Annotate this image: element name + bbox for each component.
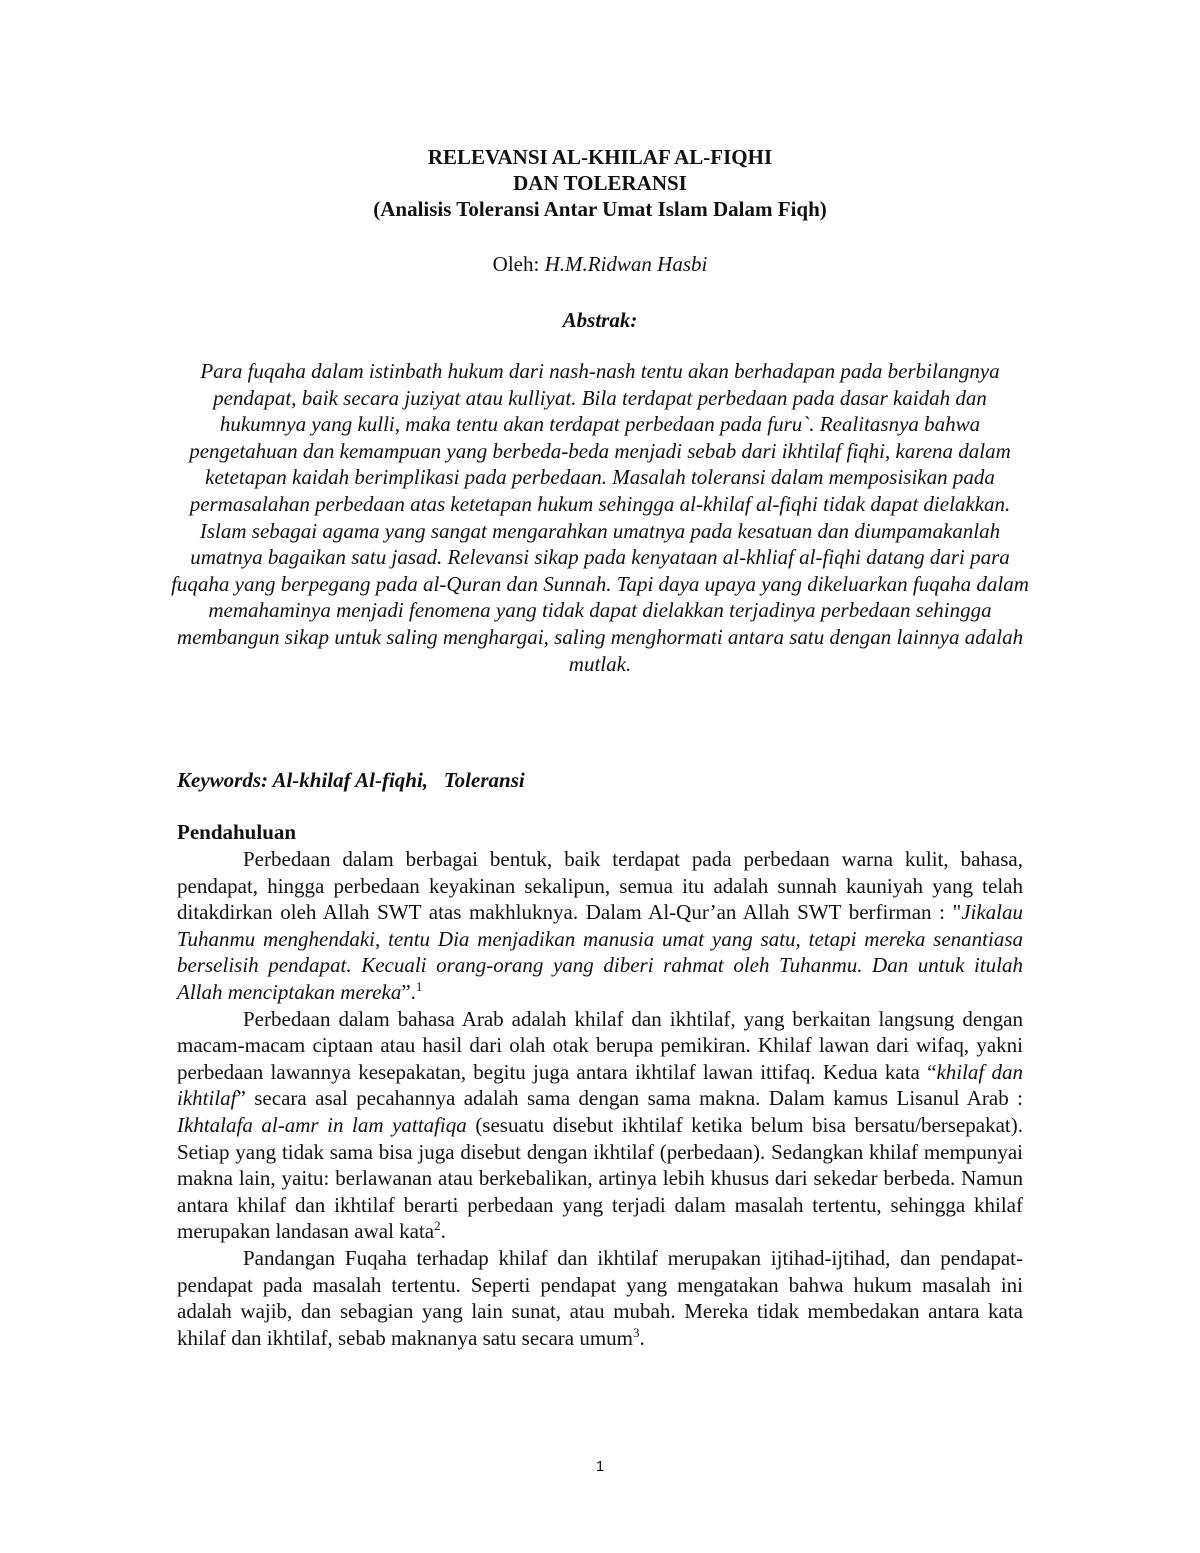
title-line-3: (Analisis Toleransi Antar Umat Islam Dalam Fiqh) xyxy=(373,197,827,221)
paragraph-1-text-b: ”. xyxy=(401,979,416,1004)
section-heading: Pendahuluan xyxy=(177,820,297,844)
page-number: 1 xyxy=(595,1458,605,1475)
footnote-ref-2[interactable]: 2 xyxy=(434,1218,441,1234)
title-line-1: RELEVANSI AL-KHILAF AL-FIQHI xyxy=(427,145,773,169)
author-name: H.M.Ridwan Hasbi xyxy=(544,252,708,276)
paragraph-2-text-a: Perbedaan dalam bahasa Arab adalah khilaf dan ikhtilaf, yang berkaitan langsung dengan macam-macam ciptaan atau hasil dari olah otak berupa pemikiran. Khilaf lawan dari wifaq, yakni perbedaan lawannya kesepakatan, begitu juga antara ikhtilaf lawan ittifaq. Kedua kata “ xyxy=(177,1006,1023,1084)
title-line-2: DAN TOLERANSI xyxy=(513,171,687,195)
section-body xyxy=(177,846,1023,1351)
abstract-text: Para fuqaha dalam istinbath hukum dari nash-nash tentu akan berhadapan pada berbilangnya pendapat, baik secara juziyat atau kulliyat. Bila terdapat perbedaan pada dasar kaidah dan hukumnya yang kulli, maka tentu akan terdapat perbedaan pada furu`. Realitasnya bahwa pengetahuan dan kemampuan yang berbeda-beda menjadi sebab dari ikhtilaf fiqhi, karena dalam ketetapan kaidah berimplikasi pada perbedaan. Masalah toleransi dalam memposisikan pada permasalahan perbedaan atas ketetapan hukum sehingga al-khilaf al-fiqhi tidak dapat dielakkan. Islam sebagai agama yang sangat mengarahkan umatnya pada kesatuan dan diumpamakanlah umatnya bagaikan satu jasad. Relevansi sikap pada kenyataan al-khliaf al-fiqhi datang dari para fuqaha yang berpegang pada al-Quran dan Sunnah. Tapi daya upaya yang dikeluarkan fuqaha dalam memahaminya menjadi fenomena yang tidak dapat dielakkan terjadinya perbedaan sehingga membangun sikap untuk saling menghargai, saling menghormati antara satu dengan lainnya adalah mutlak. xyxy=(171,359,1029,676)
author-prefix: Oleh: xyxy=(492,252,545,276)
quran-quote: Jikalau Tuhanmu menghendaki, tentu Dia menjadikan manusia umat yang satu, tetapi mereka senantiasa berselisih pendapat. Kecuali orang-orang yang diberi rahmat oleh Tuhanmu. Dan untuk itulah Allah menciptakan mereka xyxy=(177,900,1023,1004)
footnote-ref-1[interactable]: 1 xyxy=(415,978,423,994)
paragraph-3-text-b: . xyxy=(639,1325,645,1350)
paragraph-1 xyxy=(177,846,1023,1006)
paragraph-3 xyxy=(177,1245,1023,1351)
paper-title xyxy=(0,144,1200,222)
paragraph-3-text-a: Pandangan Fuqaha terhadap khilaf dan ikhtilaf merupakan ijtihad-ijtihad, dan pendapat-pendapat pada masalah tertentu. Seperti pendapat yang mengatakan bahwa hukum masalah ini adalah wajib, dan sebagian yang lain sunat, atau mubah. Mereka tidak membedakan antara kata khilaf dan ikhtilaf, sebab maknanya satu secara umum xyxy=(177,1245,1023,1350)
keywords-line: Keywords: Al-khilaf Al-fiqhi, Toleransi xyxy=(177,768,525,792)
paragraph-2-italic-2: Ikhtalafa al-amr in lam yattafiqa xyxy=(177,1112,467,1137)
paragraph-2 xyxy=(177,1006,1023,1245)
paragraph-2-text-d: . xyxy=(440,1219,446,1244)
author-line xyxy=(0,250,1200,278)
abstract-heading: Abstrak: xyxy=(562,308,638,332)
footnote-ref-3[interactable]: 3 xyxy=(633,1324,640,1340)
paragraph-2-text-b: ” secara asal pecahannya adalah sama dengan sama makna. Dalam kamus Lisanul Arab : xyxy=(236,1086,1023,1111)
paragraph-1-text-a: Perbedaan dalam berbagai bentuk, baik terdapat pada perbedaan warna kulit, bahasa, pendapat, hingga perbedaan keyakinan sekalipun, semua itu adalah sunnah kauniyah yang telah ditakdirkan oleh Allah SWT atas makhluknya. Dalam Al-Qur’an Allah SWT berfirman : " xyxy=(177,847,1023,925)
paragraph-2-italic-1: khilaf dan ikhtilaf xyxy=(177,1059,1023,1111)
paragraph-2-text-c: (sesuatu disebut ikhtilaf ketika belum bisa bersatu/bersepakat). Setiap yang tidak sama bisa juga disebut dengan ikhtilaf (perbedaan). Sedangkan khilaf mempunyai makna lain, yaitu: berlawanan atau berkebalikan, artinya lebih khusus dari sekedar berbeda. Namun antara khilaf dan ikhtilaf berarti perbedaan yang terjadi dalam masalah tertentu, sehingga khilaf merupakan landasan awal kata xyxy=(177,1112,1023,1244)
